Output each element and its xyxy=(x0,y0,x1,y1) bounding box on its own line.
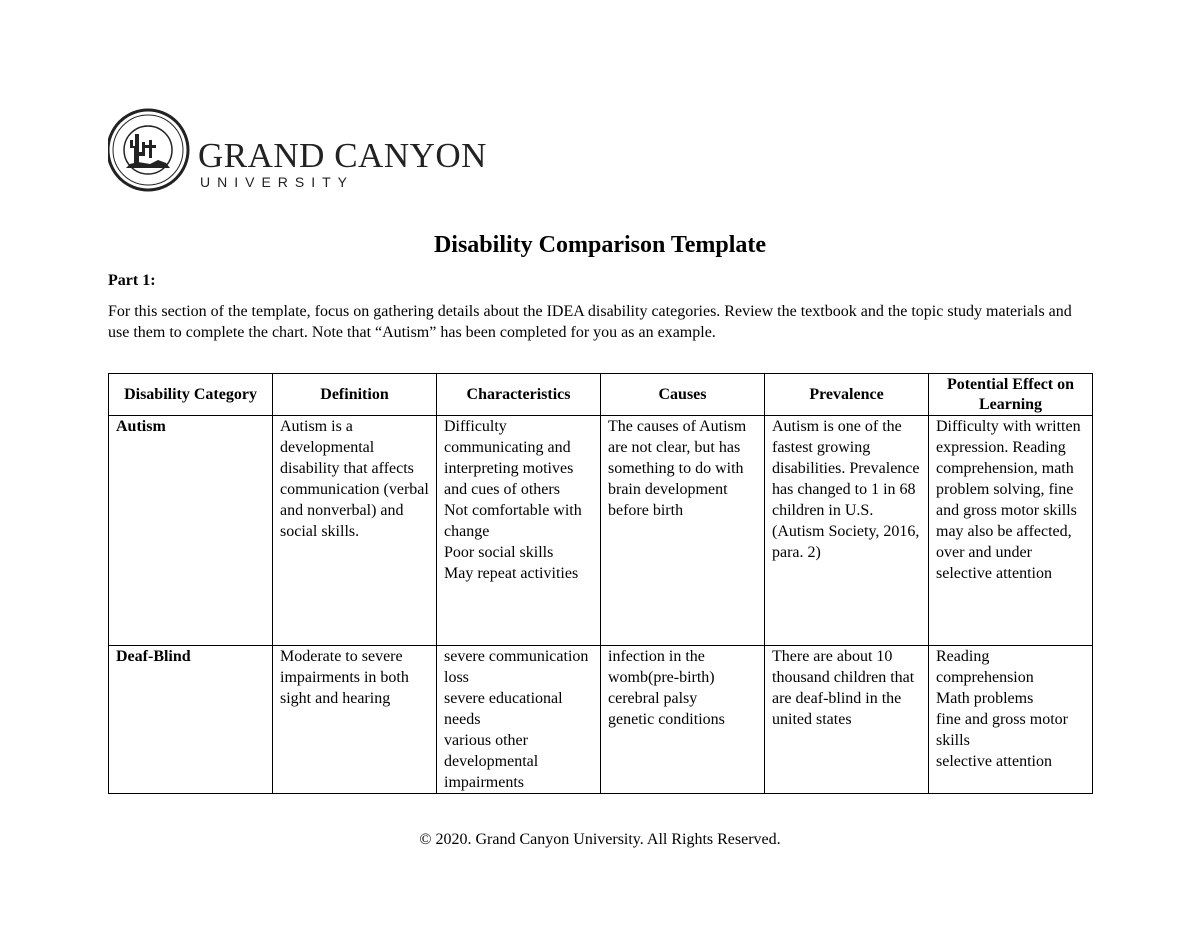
header-disability-category: Disability Category xyxy=(109,374,273,416)
cause-item: genetic conditions xyxy=(608,711,725,728)
cell-prevalence: There are about 10 thousand children that are deaf-blind in the united states xyxy=(765,646,929,794)
header-causes: Causes xyxy=(601,374,765,416)
characteristic-item: Difficulty communicating and interpreting motives and cues of others xyxy=(444,418,574,498)
cell-effect xyxy=(929,646,1093,794)
effect-item: Reading comprehension xyxy=(936,648,1034,686)
effect-item: selective attention xyxy=(936,753,1052,770)
instructions-paragraph: For this section of the template, focus on gathering details about the IDEA disability categories. Review the textbook and the topic study materials and use them to complete the chart. Note that “Autism” has been completed for you as an example. xyxy=(108,303,1072,341)
cell-characteristics xyxy=(437,646,601,794)
header-characteristics: Characteristics xyxy=(437,374,601,416)
cell-definition: Autism is a developmental disability that affects communication (verbal and nonverbal) and social skills. xyxy=(273,416,437,646)
characteristic-item: May repeat activities xyxy=(444,565,579,582)
cell-category: Deaf-Blind xyxy=(109,646,273,794)
document-title: Disability Comparison Template xyxy=(433,232,767,258)
part-label: Part 1: xyxy=(108,272,156,289)
logo-name: GRAND CANYON xyxy=(198,136,487,175)
header-potential-effect: Potential Effect on Learning xyxy=(929,374,1093,416)
characteristic-item: Poor social skills xyxy=(444,544,554,561)
cell-characteristics xyxy=(437,416,601,646)
cell-effect: Difficulty with written expression. Reading comprehension, math problem solving, fine and gross motor skills may also be affected, over and under selective attention xyxy=(929,416,1093,646)
disability-comparison-table xyxy=(108,373,1093,794)
cell-category: Autism xyxy=(109,416,273,646)
cause-item: cerebral palsy xyxy=(608,690,698,707)
characteristic-item: Not comfortable with change xyxy=(444,502,582,540)
table-row-autism xyxy=(109,416,1093,646)
table-row-deaf-blind xyxy=(109,646,1093,794)
cell-causes xyxy=(601,646,765,794)
characteristic-item: various other developmental impairments xyxy=(444,732,539,791)
header-prevalence: Prevalence xyxy=(765,374,929,416)
table-header-row xyxy=(109,374,1093,416)
university-seal-icon xyxy=(108,110,188,190)
cell-definition: Moderate to severe impairments in both sight and hearing xyxy=(273,646,437,794)
copyright-footer: © 2020. Grand Canyon University. All Rights Reserved. xyxy=(419,831,781,848)
cause-item: infection in the womb(pre-birth) xyxy=(608,648,715,686)
header-definition: Definition xyxy=(273,374,437,416)
cell-prevalence: Autism is one of the fastest growing disabilities. Prevalence has changed to 1 in 68 children in U.S. (Autism Society, 2016, para. 2) xyxy=(765,416,929,646)
effect-item: fine and gross motor skills xyxy=(936,711,1068,749)
cell-causes: The causes of Autism are not clear, but has something to do with brain development before birth xyxy=(601,416,765,646)
characteristic-item: severe educational needs xyxy=(444,690,563,728)
effect-item: Math problems xyxy=(936,690,1034,707)
characteristic-item: severe communication loss xyxy=(444,648,589,686)
logo-sub: UNIVERSITY xyxy=(200,174,355,190)
logo-wordmark xyxy=(198,138,487,190)
